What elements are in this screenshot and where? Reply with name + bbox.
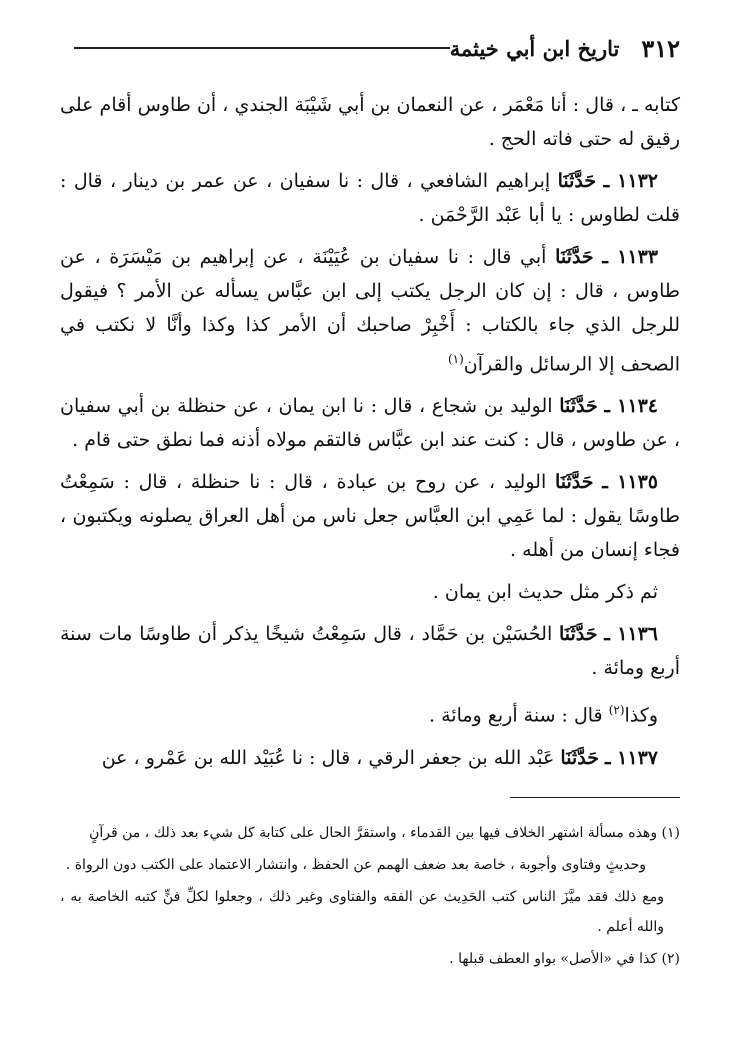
page — [60, 28, 680, 976]
footnotes — [60, 818, 680, 974]
haddathana-word: حَدَّثَنَا — [554, 471, 594, 494]
footnote-2: (٢) كذا في «الأصل» بواو العطف قبلها . — [449, 950, 680, 967]
haddathana-word: حَدَّثَنَا — [557, 170, 597, 192]
hadith-1134 — [60, 389, 680, 457]
hadith-number: ١١٣٧ ـ — [604, 746, 658, 769]
hadith-text: إبراهيم الشافعي ، قال : نا سفيان ، عن عمر بن دينار ، قال : قلت لطاوس : يا أبا عَبْد الرَّحْمَن . — [60, 170, 680, 226]
hadith-text: أبي قال : نا سفيان بن عُيَيْنَة ، عن إبراهيم بن مَيْسَرَة ، عن طاوس ، قال : إن كان الرجل يكتب إلى ابن عبَّاس يسأله عن الأمر ؟ فيقول للرجل الذي جاء بالكتاب : أَخْبِرْ صاحبك أن الأمر كذا وكذا وأنَّا لا نكتب في الصحف إلا الرسائل والقرآن — [60, 246, 680, 376]
paragraph-note — [60, 693, 680, 732]
footnote-1-line: ومع ذلك فقد ميَّزَ الناس كتب الحَدِيث عن الفقه والفتاوى وغير ذلك ، وجعلوا لكلِّ فنٍّ كتبه الخاصة به ، والله أعلم . — [60, 888, 664, 935]
paragraph-tail: قال : سنة أربع ومائة . — [429, 704, 609, 727]
hadith-1137 — [60, 741, 680, 775]
page-number: ٣١٢ — [641, 33, 680, 63]
hadith-1132 — [60, 164, 680, 232]
paragraph-text: كتابه ـ ، قال : أنا مَعْمَر ، عن النعمان بن أبي شَيْبَة الجندي ، أن طاوس أقام على رقيق له حتى فاته الحج . — [60, 94, 680, 150]
hadith-text: الحُسَيْن بن حَمَّاد ، قال سَمِعْتُ شيخًا يذكر أن طاوسًا مات سنة أربع ومائة . — [60, 623, 680, 680]
hadith-number: ١١٣٣ ـ — [602, 246, 659, 268]
paragraph-continuation — [60, 88, 680, 156]
haddathana-word: حَدَّثَنَا — [558, 623, 598, 646]
page-header — [60, 28, 680, 68]
hadith-1133 — [60, 240, 680, 381]
footnote-separator — [510, 797, 680, 798]
hadith-text: الوليد بن شجاع ، قال : نا ابن يمان ، عن حنظلة بن أبي سفيان ، عن طاوس ، قال : كنت عند ابن عبَّاس فالتقم مولاه أذنه فما نطق حتى قام . — [60, 395, 680, 452]
hadith-text: الوليد ، عن روح بن عبادة ، قال : نا حنظلة ، قال : سَمِعْتُ طاوسًا يقول : لما عَمِي ابن العبَّاس جعل ناس من أهل العراق يصلونه ويكتبون ، فجاء إنسان من أهله . — [60, 471, 680, 562]
footnote-1-line: (١) وهذه مسألة اشتهر الخلاف فيها بين القدماء ، واستقرَّ الحال على كتابة كل شيء بعد ذلك ، من قرآنٍ — [89, 824, 680, 841]
haddathana-word: حَدَّثَنَا — [560, 746, 599, 769]
haddathana-word: حَدَّثَنَا — [555, 246, 594, 268]
footnote-1-line: وحديثٍ وفتاوى وأجوبة ، خاصة بعد ضعف الهمم عن الحفظ ، وانتشار الاعتماد على الكتب دون الرواة . — [65, 856, 646, 873]
hadith-text: عَبْد الله بن جعفر الرقي ، قال : نا عُبَيْد الله بن عَمْرو ، عن — [101, 746, 555, 769]
paragraph-text: وكذا — [624, 704, 658, 727]
paragraph-note — [60, 575, 680, 609]
haddathana-word: حَدَّثَنَا — [559, 395, 598, 418]
hadith-number: ١١٣٢ ـ — [603, 170, 658, 192]
footnote-ref-1[interactable]: (١) — [447, 352, 464, 366]
hadith-1136 — [60, 617, 680, 685]
header-rule — [74, 47, 450, 49]
paragraph-text: ثم ذكر مثل حديث ابن يمان . — [432, 581, 658, 604]
hadith-number: ١١٣٤ ـ — [604, 395, 658, 418]
main-text — [60, 88, 680, 775]
footnote-ref-2[interactable]: (٢) — [608, 703, 625, 718]
hadith-1135 — [60, 465, 680, 567]
running-title: تاريخ ابن أبي خيثمة — [449, 35, 620, 61]
hadith-number: ١١٣٦ ـ — [604, 623, 659, 646]
hadith-number: ١١٣٥ ـ — [602, 471, 659, 494]
